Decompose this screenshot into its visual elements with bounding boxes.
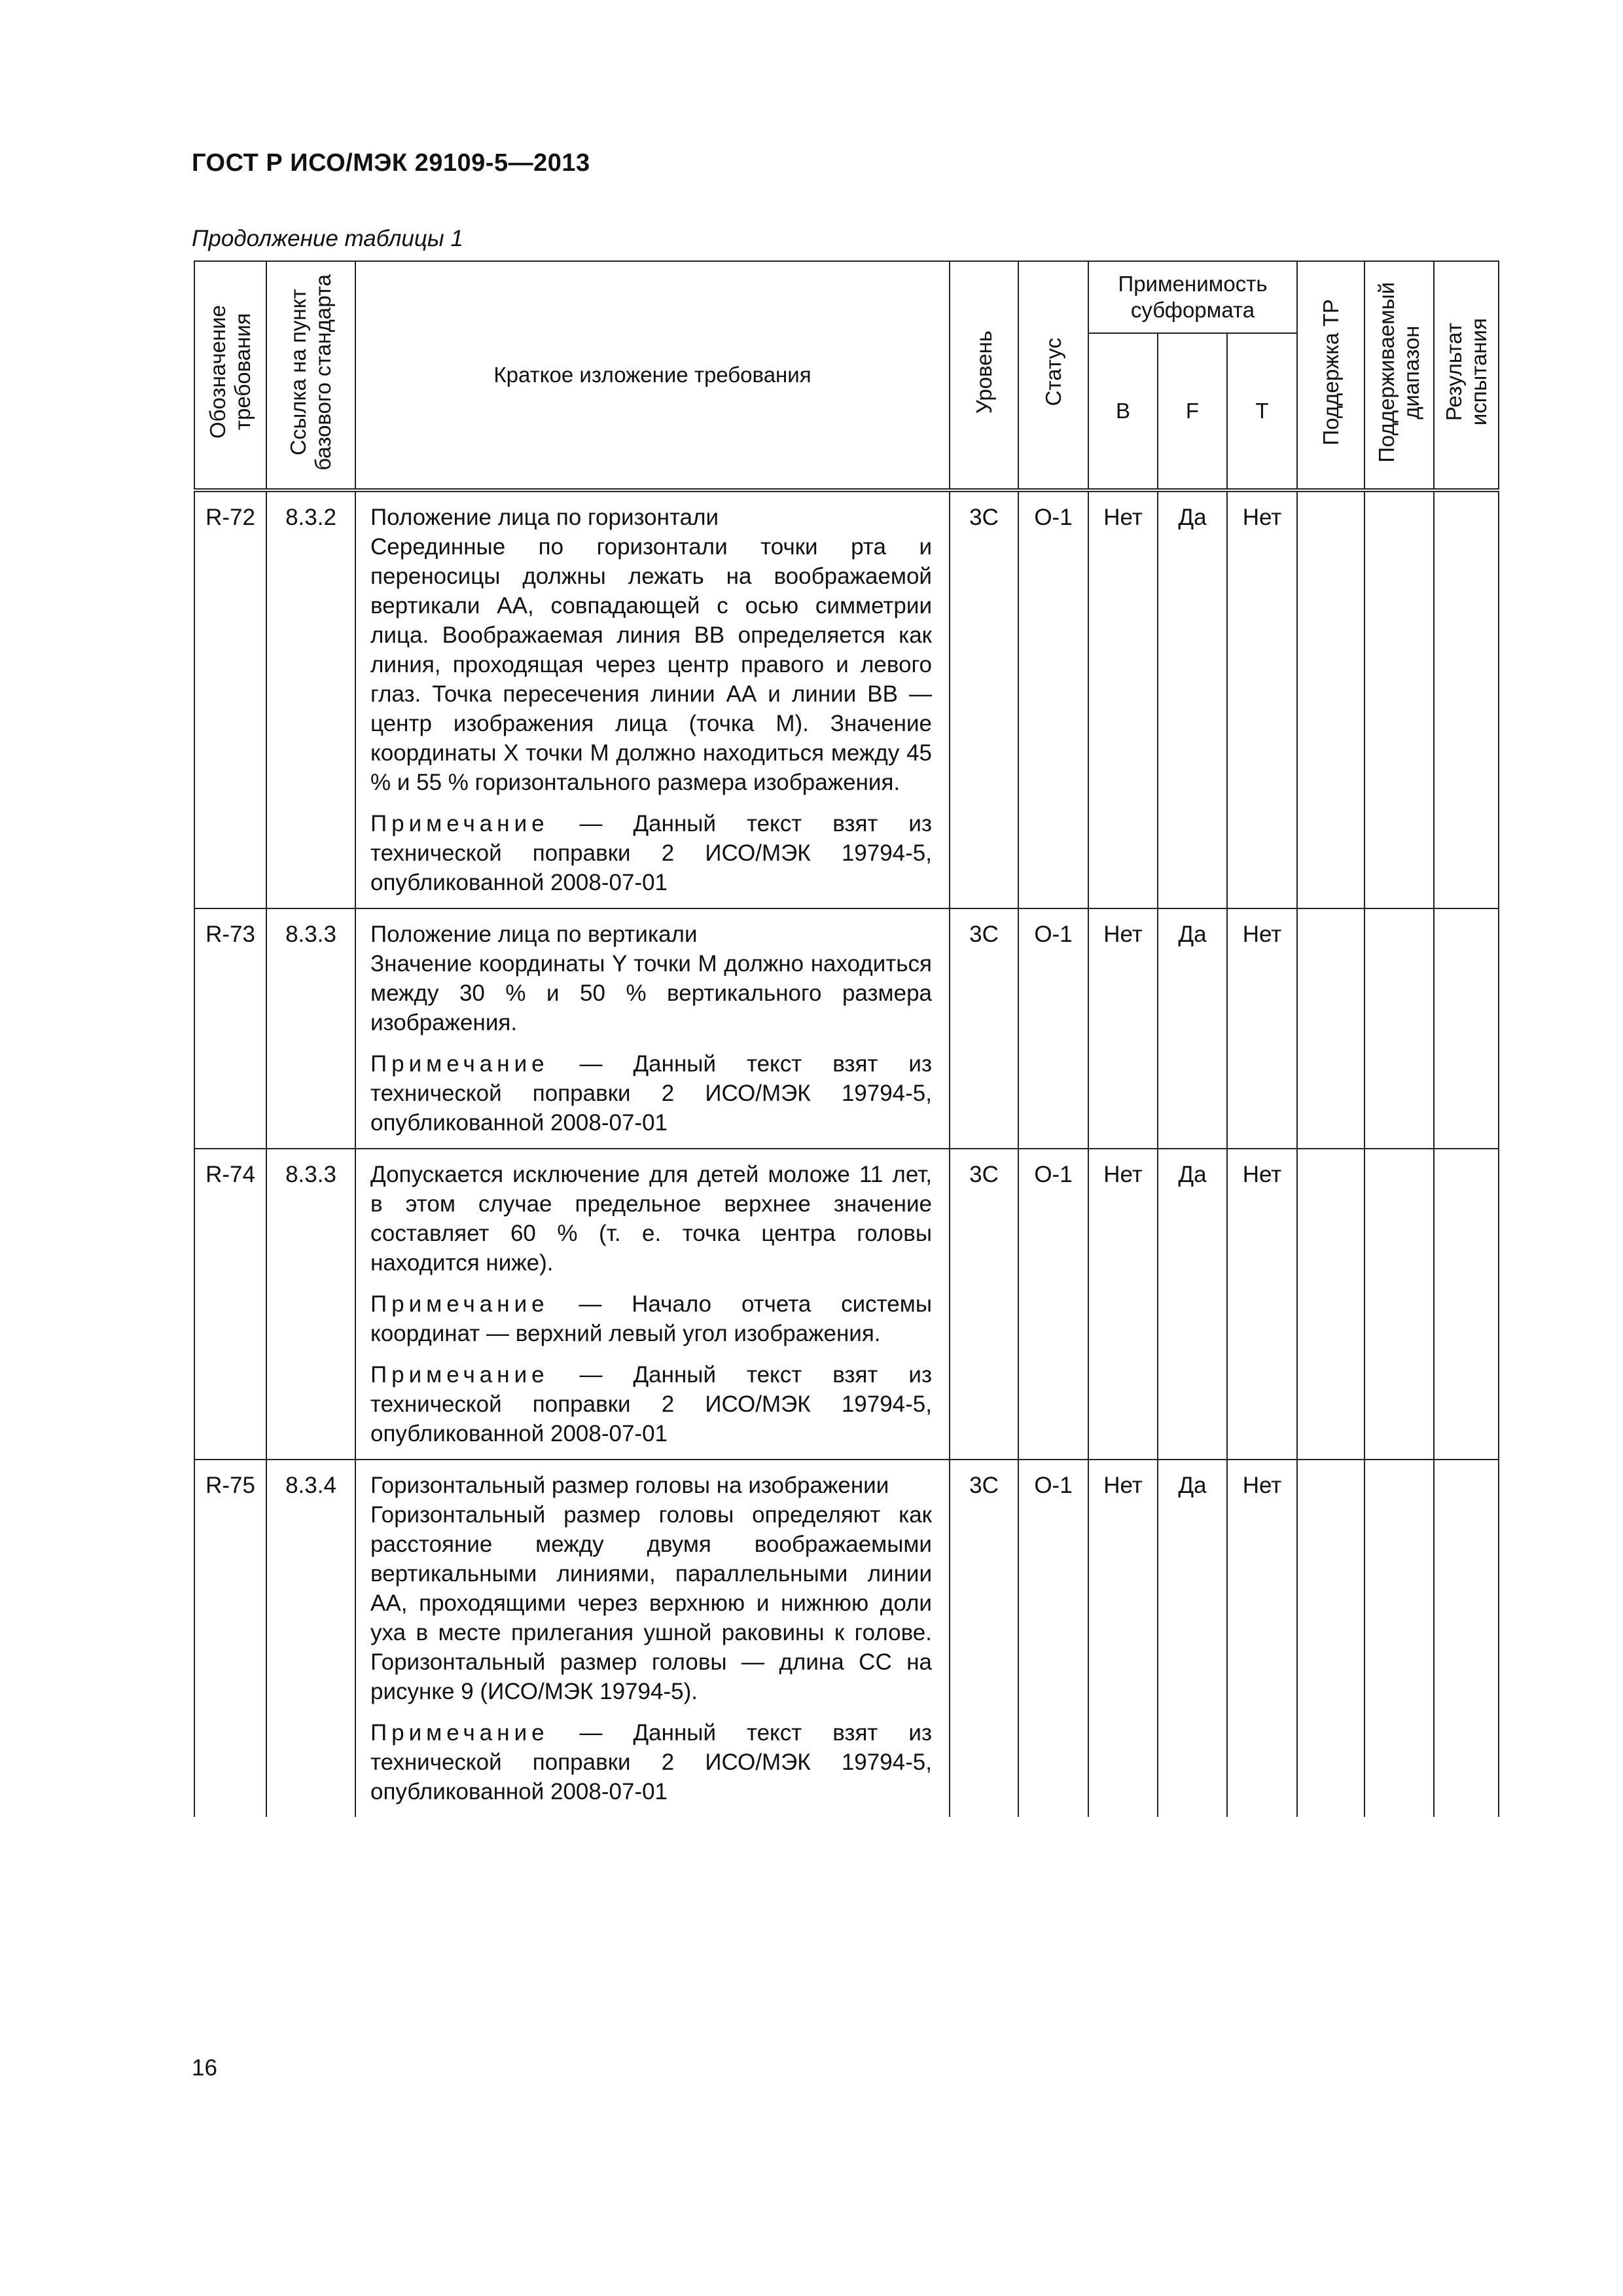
row-summary: Допускается исключение для детей моложе 11 лет, в этом случае предельное верхнее значение составляет 60 % (т. е. точка центра головы находится ниже). Примечание — Начало отчета системы координат — верхний левый угол изображения. Примечание — Данный текст взят из технической поправки 2 ИСО/МЭК 19794-5, опубликованной 2008-07-01 <box>355 1149 950 1460</box>
row-tp <box>1297 908 1364 1149</box>
row-summary: Положение лица по вертикали Значение координаты Y точки М должно находиться между 30 % и 50 % вертикального размера изображения. Примечание — Данный текст взят из технической поправки 2 ИСО/МЭК 19794-5, опубликованной 2008-07-01 <box>355 908 950 1149</box>
row-note: Примечание — Начало отчета системы координат — верхний левый угол изображения. <box>370 1291 932 1346</box>
row-ref: 8.3.2 <box>266 490 355 908</box>
header-range: Поддерживаемый диапазон <box>1364 261 1434 490</box>
row-summary: Положение лица по горизонтали Серединные по горизонтали точки рта и переносицы должны лежать на воображаемой вертикали АА, совпадающей с осью симметрии лица. Воображаемая линия ВВ определяется как линия, проходящая через центр правого и левого глаз. Точка пересечения линии АА и линии ВВ — центр изображения лица (точка М). Значение координаты X точки М должно находиться между 45 % и 55 % горизонтального размера изображения. Примечание — Данный текст взят из технической поправки 2 ИСО/МЭК 19794-5, опубликованной 2008-07-01 <box>355 490 950 908</box>
document-title: ГОСТ Р ИСО/МЭК 29109-5—2013 <box>192 149 590 177</box>
table-row <box>194 1460 1499 1817</box>
header-subformat-f: F <box>1158 333 1227 490</box>
row-ref: 8.3.4 <box>266 1460 355 1817</box>
row-t: Нет <box>1227 1149 1297 1460</box>
row-f: Да <box>1158 490 1227 908</box>
row-b: Нет <box>1088 908 1158 1149</box>
header-applicability: Применимость субформата <box>1088 261 1297 333</box>
row-id: R-72 <box>194 490 266 908</box>
row-level: 3С <box>950 490 1018 908</box>
row-ref: 8.3.3 <box>266 908 355 1149</box>
row-summary: Горизонтальный размер головы на изображении Горизонтальный размер головы определяют как расстояние между двумя воображаемыми вертикальными линиями, параллельными линии АА, проходящими через верхнюю и нижнюю доли уха в месте прилегания ушной раковины к голове. Горизонтальный размер головы — длина СС на рисунке 9 (ИСО/МЭК 19794-5). Примечание — Данный текст взят из технической поправки 2 ИСО/МЭК 19794-5, опубликованной 2008-07-01 <box>355 1460 950 1817</box>
table-row <box>194 490 1499 908</box>
row-id: R-73 <box>194 908 266 1149</box>
row-note: Примечание — Данный текст взят из технической поправки 2 ИСО/МЭК 19794-5, опубликованной 2008-07-01 <box>370 1362 932 1446</box>
row-result <box>1434 1460 1499 1817</box>
row-tp <box>1297 1149 1364 1460</box>
row-f: Да <box>1158 1460 1227 1817</box>
header-tp-support: Поддержка ТР <box>1297 261 1364 490</box>
row-note: Примечание — Данный текст взят из технической поправки 2 ИСО/МЭК 19794-5, опубликованной 2008-07-01 <box>370 1051 932 1136</box>
header-result: Результат испытания <box>1434 261 1499 490</box>
row-range <box>1364 1149 1434 1460</box>
row-range <box>1364 908 1434 1149</box>
row-level: 3С <box>950 908 1018 1149</box>
row-result <box>1434 1149 1499 1460</box>
row-status: О-1 <box>1018 1149 1088 1460</box>
header-reference: Ссылка на пункт базового стандарта <box>266 261 355 490</box>
row-range <box>1364 490 1434 908</box>
row-status: О-1 <box>1018 1460 1088 1817</box>
row-id: R-75 <box>194 1460 266 1817</box>
page-number: 16 <box>192 2055 217 2081</box>
row-range <box>1364 1460 1434 1817</box>
row-b: Нет <box>1088 490 1158 908</box>
row-f: Да <box>1158 908 1227 1149</box>
header-level: Уровень <box>950 261 1018 490</box>
header-status: Статус <box>1018 261 1088 490</box>
row-id: R-74 <box>194 1149 266 1460</box>
row-note: Примечание — Данный текст взят из технической поправки 2 ИСО/МЭК 19794-5, опубликованной 2008-07-01 <box>370 811 932 895</box>
row-t: Нет <box>1227 1460 1297 1817</box>
requirements-table <box>194 260 1499 1817</box>
header-summary: Краткое изложение требования <box>355 261 950 490</box>
header-subformat-t: T <box>1227 333 1297 490</box>
row-status: О-1 <box>1018 908 1088 1149</box>
row-tp <box>1297 1460 1364 1817</box>
row-b: Нет <box>1088 1149 1158 1460</box>
row-t: Нет <box>1227 490 1297 908</box>
row-level: 3С <box>950 1149 1018 1460</box>
table-caption: Продолжение таблицы 1 <box>192 226 463 251</box>
table-row <box>194 1149 1499 1460</box>
row-status: О-1 <box>1018 490 1088 908</box>
row-result <box>1434 908 1499 1149</box>
row-f: Да <box>1158 1149 1227 1460</box>
row-level: 3С <box>950 1460 1018 1817</box>
row-tp <box>1297 490 1364 908</box>
table-row <box>194 908 1499 1149</box>
row-result <box>1434 490 1499 908</box>
header-designation: Обозначение требования <box>194 261 266 490</box>
header-subformat-b: B <box>1088 333 1158 490</box>
row-b: Нет <box>1088 1460 1158 1817</box>
row-t: Нет <box>1227 908 1297 1149</box>
row-ref: 8.3.3 <box>266 1149 355 1460</box>
row-note: Примечание — Данный текст взят из технической поправки 2 ИСО/МЭК 19794-5, опубликованной 2008-07-01 <box>370 1720 932 1804</box>
